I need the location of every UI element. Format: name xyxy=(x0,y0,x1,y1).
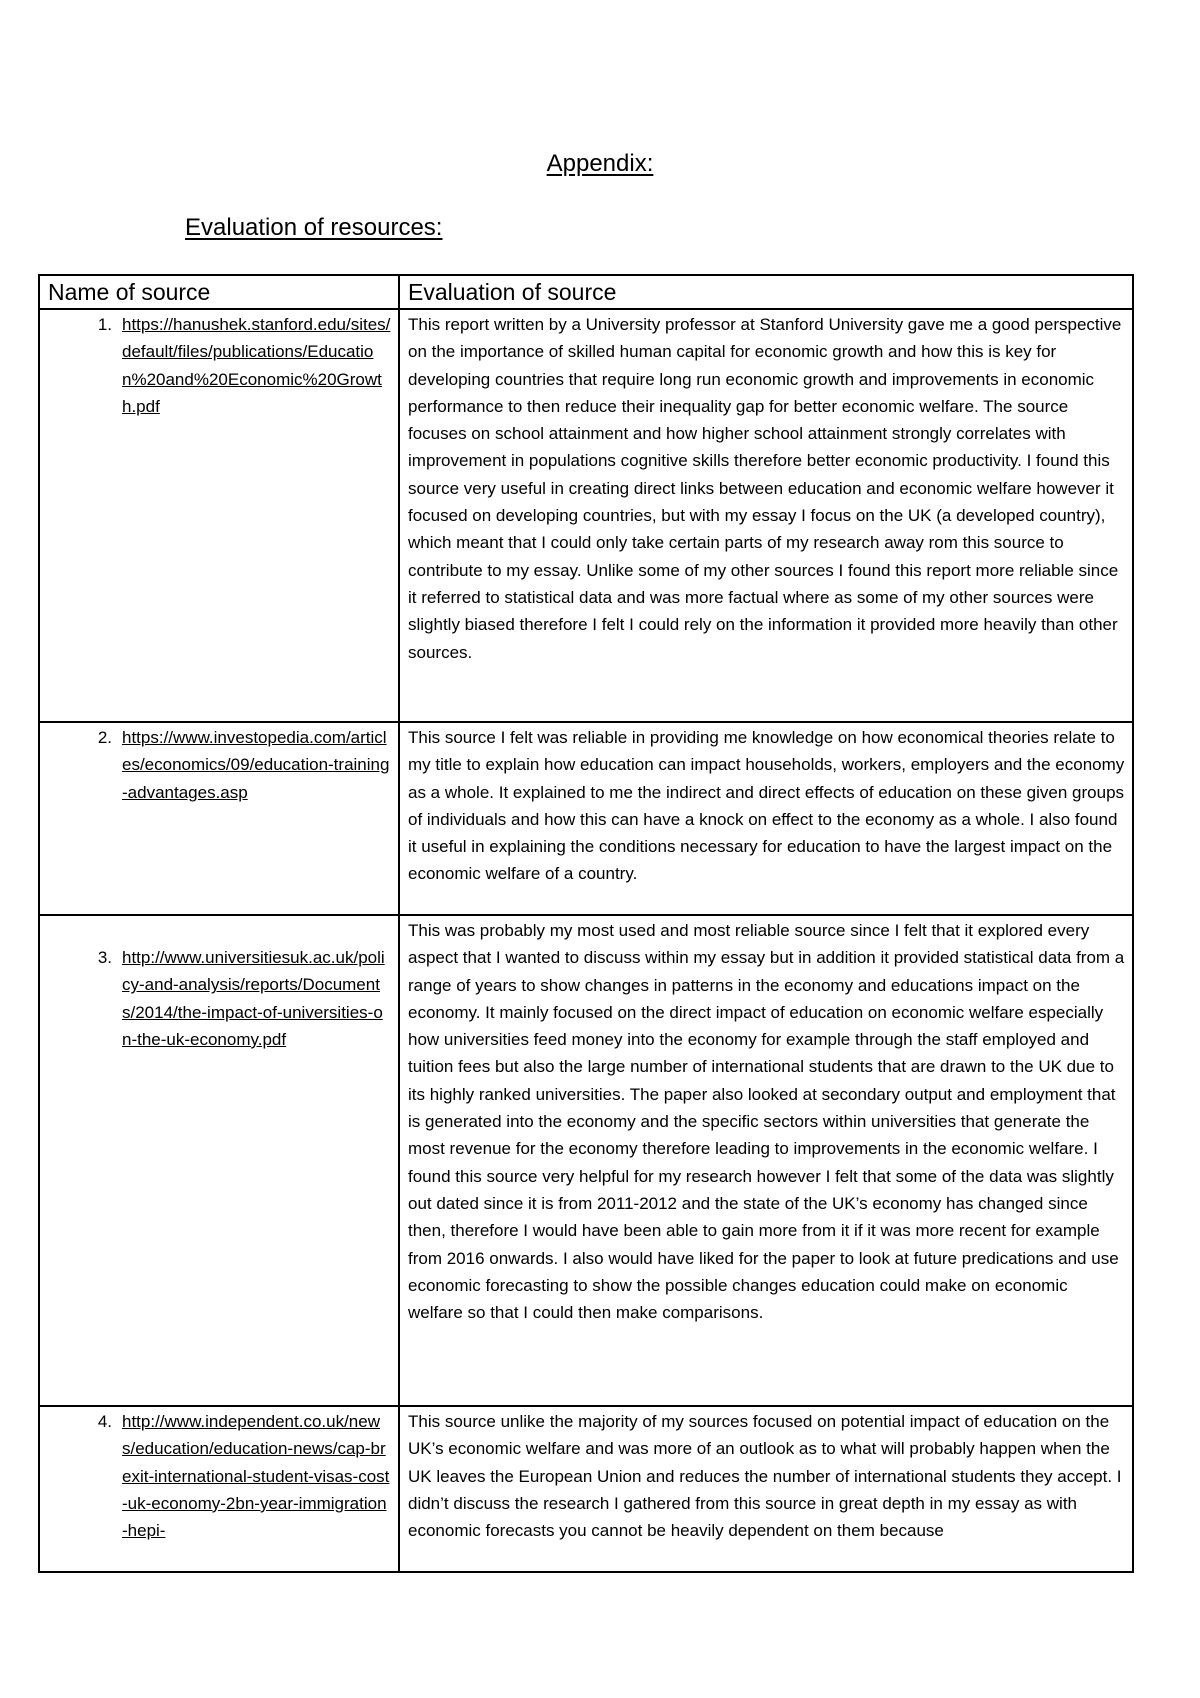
table-row xyxy=(39,309,1133,722)
evaluation-text: This source unlike the majority of my sources focused on potential impact of education on the UK’s economic welfare and was more of an outlook as to what will probably happen when the UK leaves the European Union and reduces the number of international students they accept. I didn’t discuss the research I gathered from this source in great depth in my essay as with economic forecasts you cannot be heavily dependent on them because xyxy=(408,1412,1122,1541)
evaluation-text: This was probably my most used and most reliable source since I felt that it explored every aspect that I wanted to discuss within my essay but in addition it provided statistical data from a range of years to show changes in patterns in the economy and educations impact on the economy. It mainly focused on the direct impact of education on economic welfare especially how universities feed money into the economy for example through the staff employed and tuition fees but also the large number of international students that are drawn to the UK due to its highly ranked universities. The paper also looked at secondary output and employment that is generated into the economy and the specific sectors within universities that generate the most revenue for the economy therefore leading to improvements in the economic welfare. I found this source very helpful for my research however I felt that some of the data was slightly out dated since it is from 2011-2012 and the state of the UK’s economy has changed since then, therefore I would have been able to gain more from it if it was more recent for example from 2016 onwards. I also would have liked for the paper to look at future predications and use economic forecasting to show the possible changes education could make on economic welfare so that I could then make comparisons. xyxy=(408,921,1125,1323)
source-link[interactable]: https://www.investopedia.com/articles/economics/09/education-training-advantages.asp xyxy=(122,728,390,802)
evaluation-table xyxy=(38,274,1134,1573)
evaluation-text: This report written by a University professor at Stanford University gave me a good perspective on the importance of skilled human capital for economic growth and how this is key for developing countries that require long run economic growth and improvements in economic performance to then reduce their inequality gap for better economic welfare. The source focuses on school attainment and how higher school attainment strongly correlates with improvement in populations cognitive skills therefore better economic productivity. I found this source very useful in creating direct links between education and economic welfare however it focused on developing countries, but with my essay I focus on the UK (a developed country), which meant that I could only take certain parts of my research away rom this source to contribute to my essay. Unlike some of my other sources I found this report more reliable since it referred to statistical data and was more factual where as some of my other sources were slightly biased therefore I felt I could rely on the information it provided more heavily than other sources. xyxy=(408,315,1122,662)
table-row xyxy=(39,915,1133,1406)
evaluation-cell xyxy=(399,915,1133,1406)
header-name-of-source: Name of source xyxy=(39,275,399,309)
source-cell xyxy=(39,915,399,1406)
source-number: 2. xyxy=(97,728,112,747)
source-number: 1. xyxy=(97,315,112,334)
source-link[interactable]: http://www.independent.co.uk/news/education/education-news/cap-brexit-international-student-visas-cost-uk-economy-2bn-year-immigration-hepi- xyxy=(122,1412,390,1541)
evaluation-text: This source I felt was reliable in providing me knowledge on how economical theories relate to my title to explain how education can impact households, workers, employers and the economy as a whole. It explained to me the indirect and direct effects of education on these given groups of individuals and how this can have a knock on effect to the economy as a whole. I also found it useful in explaining the conditions necessary for education to have the largest impact on the economic welfare of a country. xyxy=(408,728,1125,884)
evaluation-cell xyxy=(399,1406,1133,1572)
source-number: 3. xyxy=(97,948,112,967)
appendix-title: Appendix: xyxy=(546,150,654,177)
table-row xyxy=(39,1406,1133,1572)
evaluation-cell xyxy=(399,309,1133,722)
section-heading: Evaluation of resources: xyxy=(185,214,443,241)
source-number: 4. xyxy=(97,1412,112,1431)
table-header-row xyxy=(39,275,1133,309)
source-cell xyxy=(39,1406,399,1572)
source-cell xyxy=(39,722,399,915)
table-row xyxy=(39,722,1133,915)
header-evaluation-of-source: Evaluation of source xyxy=(399,275,1133,309)
evaluation-cell xyxy=(399,722,1133,915)
source-link[interactable]: http://www.universitiesuk.ac.uk/policy-and-analysis/reports/Documents/2014/the-impact-of-universities-on-the-uk-economy.pdf xyxy=(122,948,385,1049)
source-link[interactable]: https://hanushek.stanford.edu/sites/default/files/publications/Education%20and%20Economic%20Growth.pdf xyxy=(122,315,391,416)
source-cell xyxy=(39,309,399,722)
